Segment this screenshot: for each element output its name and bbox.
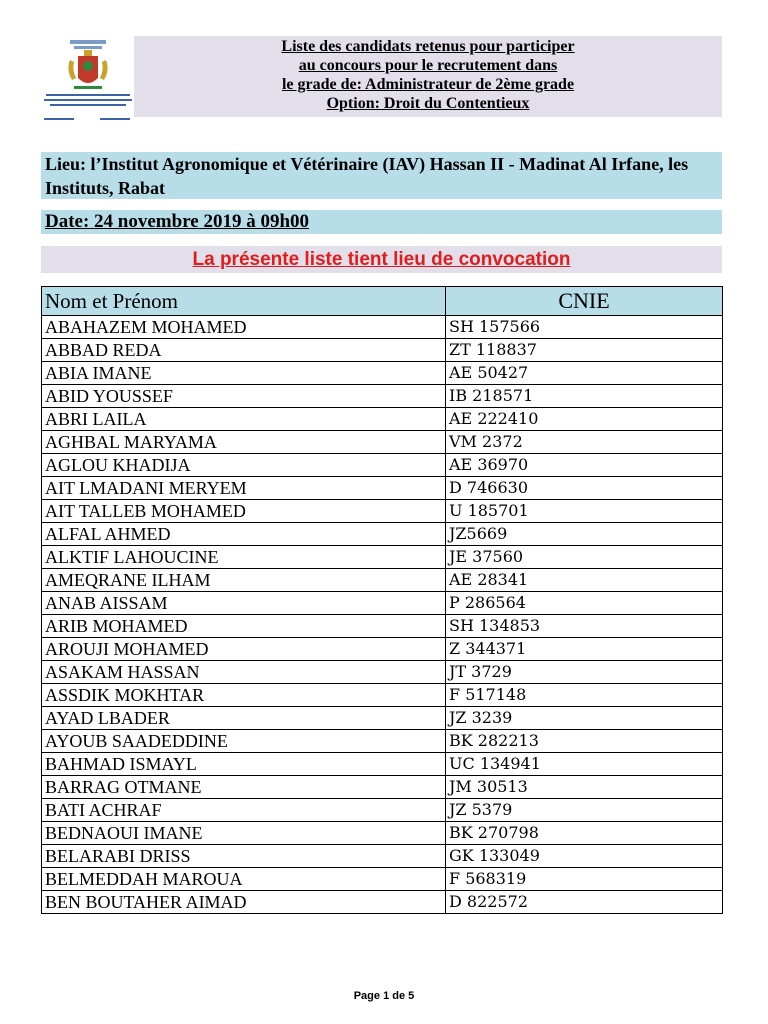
candidate-name: ABRI LAILA [42,408,446,431]
table-row [42,316,723,339]
candidate-name: AYAD LBADER [42,707,446,730]
candidate-cnie: JZ 5379 [446,799,723,822]
candidate-cnie: D 822572 [446,891,723,914]
candidate-name: AGLOU KHADIJA [42,454,446,477]
table-header-row [42,287,723,316]
table-row [42,339,723,362]
table-row [42,730,723,753]
table-row [42,799,723,822]
candidate-name: ARIB MOHAMED [42,615,446,638]
table-row [42,385,723,408]
candidate-name: ABBAD REDA [42,339,446,362]
table-row [42,408,723,431]
table-row [42,569,723,592]
candidate-name: ASAKAM HASSAN [42,661,446,684]
table-row [42,431,723,454]
candidate-cnie: Z 344371 [446,638,723,661]
table-row [42,546,723,569]
table-row [42,753,723,776]
document-title [134,36,722,117]
header-cnie: CNIE [446,287,723,316]
table-row [42,868,723,891]
candidate-cnie: UC 134941 [446,753,723,776]
table-row [42,500,723,523]
candidate-name: AROUJI MOHAMED [42,638,446,661]
title-line: le grade de: Administrateur de 2ème grade [281,76,575,93]
table-row [42,776,723,799]
table-row [42,454,723,477]
candidate-name: BEN BOUTAHER AIMAD [42,891,446,914]
candidate-cnie: VM 2372 [446,431,723,454]
candidate-name: ABIA IMANE [42,362,446,385]
candidate-cnie: P 286564 [446,592,723,615]
candidate-cnie: JE 37560 [446,546,723,569]
title-line: au concours pour le recrutement dans [298,57,558,74]
candidate-name: BATI ACHRAF [42,799,446,822]
candidate-name: ABAHAZEM MOHAMED [42,316,446,339]
candidate-cnie: GK 133049 [446,845,723,868]
candidate-name: AYOUB SAADEDDINE [42,730,446,753]
candidate-name: BAHMAD ISMAYL [42,753,446,776]
table-row [42,822,723,845]
table-row [42,615,723,638]
candidate-cnie: BK 282213 [446,730,723,753]
table-row [42,362,723,385]
table-row [42,707,723,730]
candidate-name: AIT TALLEB MOHAMED [42,500,446,523]
coat-of-arms-icon [40,34,136,130]
table-row [42,638,723,661]
candidate-name: BARRAG OTMANE [42,776,446,799]
candidates-table [41,286,723,914]
candidate-cnie: IB 218571 [446,385,723,408]
candidate-name: AGHBAL MARYAMA [42,431,446,454]
candidate-cnie: AE 36970 [446,454,723,477]
table-row [42,845,723,868]
candidate-cnie: AE 50427 [446,362,723,385]
candidate-name: AMEQRANE ILHAM [42,569,446,592]
table-row [42,891,723,914]
ministry-logo [40,34,136,130]
table-row [42,684,723,707]
candidate-name: BELMEDDAH MAROUA [42,868,446,891]
candidate-cnie: JM 30513 [446,776,723,799]
candidate-cnie: U 185701 [446,500,723,523]
table-row [42,523,723,546]
table-row [42,592,723,615]
title-line: Option: Droit du Contentieux [326,95,530,112]
location-info: Lieu: l’Institut Agronomique et Vétérinaire (IAV) Hassan II - Madinat Al Irfane, les Instituts, Rabat [41,152,722,199]
title-line: Liste des candidats retenus pour participer [281,38,575,55]
candidate-cnie: AE 28341 [446,569,723,592]
candidate-cnie: SH 134853 [446,615,723,638]
candidate-name: ASSDIK MOKHTAR [42,684,446,707]
table-row [42,477,723,500]
candidate-name: ABID YOUSSEF [42,385,446,408]
candidate-cnie: F 517148 [446,684,723,707]
candidate-name: ANAB AISSAM [42,592,446,615]
candidate-cnie: BK 270798 [446,822,723,845]
candidate-cnie: D 746630 [446,477,723,500]
convocation-notice: La présente liste tient lieu de convocation [41,246,722,273]
candidate-cnie: JT 3729 [446,661,723,684]
candidate-cnie: SH 157566 [446,316,723,339]
table-row [42,661,723,684]
candidate-name: ALFAL AHMED [42,523,446,546]
candidate-name: AIT LMADANI MERYEM [42,477,446,500]
candidate-name: ALKTIF LAHOUCINE [42,546,446,569]
header-name: Nom et Prénom [42,287,446,316]
candidate-cnie: F 568319 [446,868,723,891]
candidate-name: BEDNAOUI IMANE [42,822,446,845]
candidate-name: BELARABI DRISS [42,845,446,868]
date-text: Date: 24 novembre 2019 à 09h00 [45,211,310,232]
candidate-cnie: ZT 118837 [446,339,723,362]
date-info [41,210,722,234]
candidate-cnie: AE 222410 [446,408,723,431]
candidate-cnie: JZ 3239 [446,707,723,730]
page-number: Page 1 de 5 [353,990,415,1002]
candidate-cnie: JZ5669 [446,523,723,546]
